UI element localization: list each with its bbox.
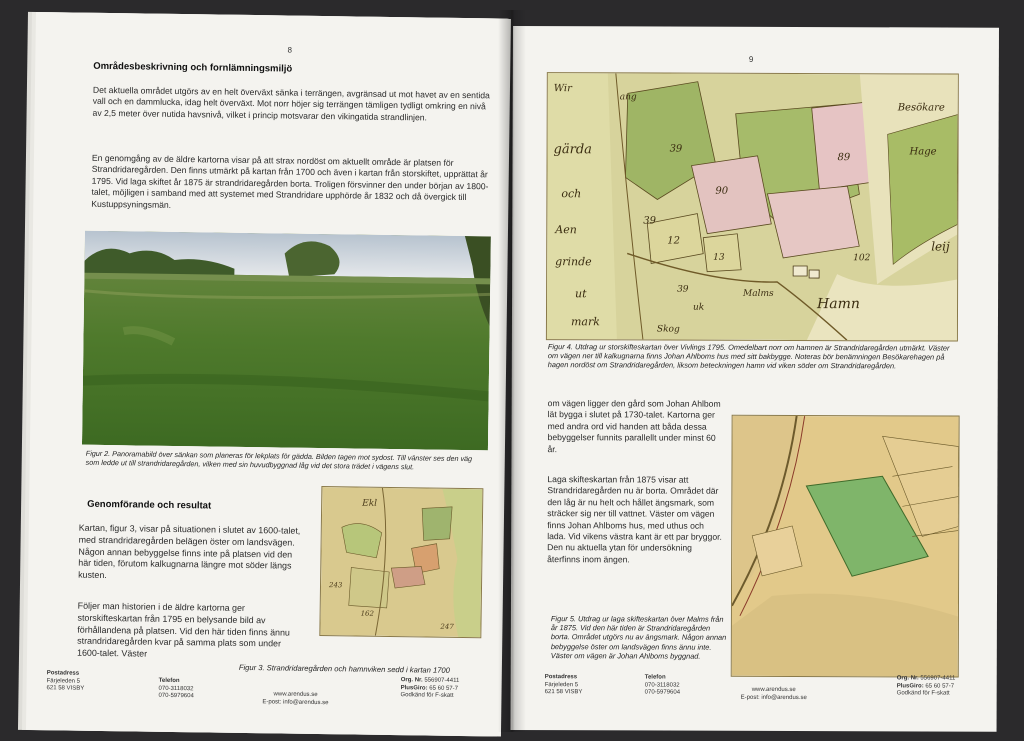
paragraph: En genomgång av de äldre kartorna visar på att strax nordöst om aktuellt område är platsen för Strandridaregården. Den finns utmärkt på kartan från 1700 och även i kartan från storskiftet, upprättat år 1795. Vid laga skiftet år 1875 är strandridaregården borta. Troligen försvinner den under början av 1800-talet, möjligen i samband med att systemet med Strandridare upphörde år 1832 och då övergick till Kustuppsyningsmän. [91,152,489,210]
map-label: 12 [667,235,681,247]
map-label: 243 [328,581,343,590]
map-label: 102 [853,253,871,264]
footer-fskatt: Godkänd för F-skatt [400,692,454,700]
map-label: Wir [553,83,572,95]
map-label: Aen [555,223,577,237]
footer-label: PlusGiro: [400,684,428,692]
footer-street: Färjeleden 5 [544,681,579,688]
map-label: 13 [713,252,725,263]
map-label: 247 [440,622,454,631]
footer-phone-1: 070-3118032 [644,682,680,689]
footer-org [897,675,956,698]
map-figure-4 [546,72,959,341]
footer-label: PlusGiro: [896,682,924,690]
footer-label: Org. Nr. [400,677,423,684]
map-label: 39 [677,284,689,295]
map-label: Besökare [897,102,945,114]
map-label: Ekl [362,498,378,509]
footer-label: Telefon [644,674,666,681]
footer-phone-2: 070-5979604 [644,689,681,696]
footer-phone-1: 070-3118032 [158,685,194,692]
paragraph: Laga skifteskartan från 1875 visar att Strandridaregården nu är borta. Området där den låg är nu helt och hållet ängsmark, som sträcker sig ner till vattnet. Väster om vägen finns Johan Ahlboms hus, med uthus och lada. Vid vikens västra kant är ett par bryggor. Den nu aktuella ytan för undersökning återfinns inom ängen. [547,474,722,565]
footer-label: Telefon [158,677,180,685]
footer-email-link[interactable]: E-post: info@arendus.se [740,694,807,701]
page-number: 9 [748,54,754,64]
panorama-photo [82,231,491,451]
footer-street: Färjeleden 5 [46,677,81,685]
right-page [511,26,999,732]
section-heading: Genomförande och resultat [87,498,212,512]
left-page [26,12,511,737]
map-label: 90 [715,185,729,197]
map-label: 89 [837,152,851,164]
map-figure-3 [319,486,483,638]
footer-phone [645,674,680,697]
footer-city: 621 58 VISBY [46,685,85,692]
map-label: 39 [643,215,657,227]
footer-website-link[interactable]: www.arendus.se [751,686,796,693]
figure-caption: Figur 3. Strandridaregården och hamnviken sedd i kartan 1700 [238,662,450,675]
footer-label: Postadress [46,670,80,677]
footer-phone [158,678,194,701]
paragraph: Följer man historien i de äldre kartorna ger storskifteskartan från 1795 en belysande bild av förhållandena på platsen. Vid den här tiden finns ännu strandridaregården kvar på samma plats som under 1600-talet. Väster [76,600,290,659]
paragraph: om vägen ligger den gård som Johan Ahlbom lät bygga i slutet på 1730-talet. Kartorna ger med andra ord vid handen att båda dessa bebyggelser funnits parallellt under minst 60 år. [547,398,721,454]
map-label: Hage [909,146,937,158]
footer-web [262,691,328,707]
map-label: 162 [360,609,375,618]
footer-phone-2: 070-5979604 [158,692,194,700]
paragraph: Kartan, figur 3, visar på situationen i slutet av 1600-talet, med strandridaregården belägen öster om landsvägen. Någon annan bebyggelse finns inte på platsen vid den här tiden, förutom kalkugnarna längre mot söder längs kusten. [78,522,301,581]
map-label: Skog [656,324,680,335]
map-label: uk [693,302,705,313]
footer-plusgiro: 65 60 57-7 [429,685,459,692]
map-label: och [561,187,582,201]
section-heading: Områdesbeskrivning och fornlämningsmiljö [93,60,293,75]
map-label: 39 [669,143,683,155]
figure-caption: Figur 5. Utdrag ur laga skifteskartan över Malms från år 1875. Vid den här tiden är Strandridaregården borta. Området utgörs nu av ängsmark. Någon annan bebyggelse öster om landsvägen finns ännu inte. Väster om vägen är Johan Ahlboms byggnad. [550,614,727,661]
map-label: ang [619,92,637,103]
footer-org [400,677,459,701]
map-label: mark [570,315,600,329]
footer-website-link[interactable]: www.arendus.se [273,691,318,698]
footer-label: Org. Nr. [896,675,919,682]
footer-fskatt: Godkänd för F-skatt [896,690,950,697]
map-label: gärda [553,142,592,158]
footer-orgnr: 556907-4411 [920,675,956,682]
footer-address [545,674,583,697]
footer-email-link[interactable]: E-post: info@arendus.se [262,698,329,706]
footer-orgnr: 556907-4411 [424,677,460,684]
footer-city: 621 58 VISBY [544,689,583,696]
footer-plusgiro: 65 60 57-7 [925,683,955,690]
map-label: Malms [743,288,774,299]
footer-label: Postadress [544,674,578,681]
figure-caption: Figur 2. Panoramabild över sänkan som planeras för lekplats för gädda. Bilden tagen mot sydost. Till vänster ses den väg som ledde ut till strandridaregården, vilken med sin huvudbyggnad låg vid det stora trädet i vägens slut. [85,448,473,472]
map-figure-5 [731,415,960,678]
footer-address [46,670,84,693]
figure-caption: Figur 4. Utdrag ur storskifteskartan över Vivlings 1795. Omedelbart norr om hamnen är Strandridaregården utmärkt. Väster om vägen ner till kalkugnarna finns Johan Ahlboms hus med sitt bakbygge. Noteras bör benämningen Besökarehagen på hagen nordöst om Strandridaregården, liksom beteckningen hamn vid viken söder om Strandridaregården. [547,342,950,371]
map-label: leij [931,239,950,254]
map-label: grinde [555,255,592,269]
map-label: ut [575,287,587,301]
paragraph: Det aktuella området utgörs av en helt överväxt sänka i terrängen, avgränsad ut mot havet av en sentida vall och en dammlucka, idag helt överväxt. Mot norr höjer sig terrängen tämligen tydligt omkring en nivå av 2,5 meter över nutida havsnivå, vilket i princip motsvarar den vikingatida strandlinjen. [92,84,490,123]
footer-web [741,687,807,702]
page-number: 8 [287,45,293,55]
map-label: Hamn [817,296,860,313]
